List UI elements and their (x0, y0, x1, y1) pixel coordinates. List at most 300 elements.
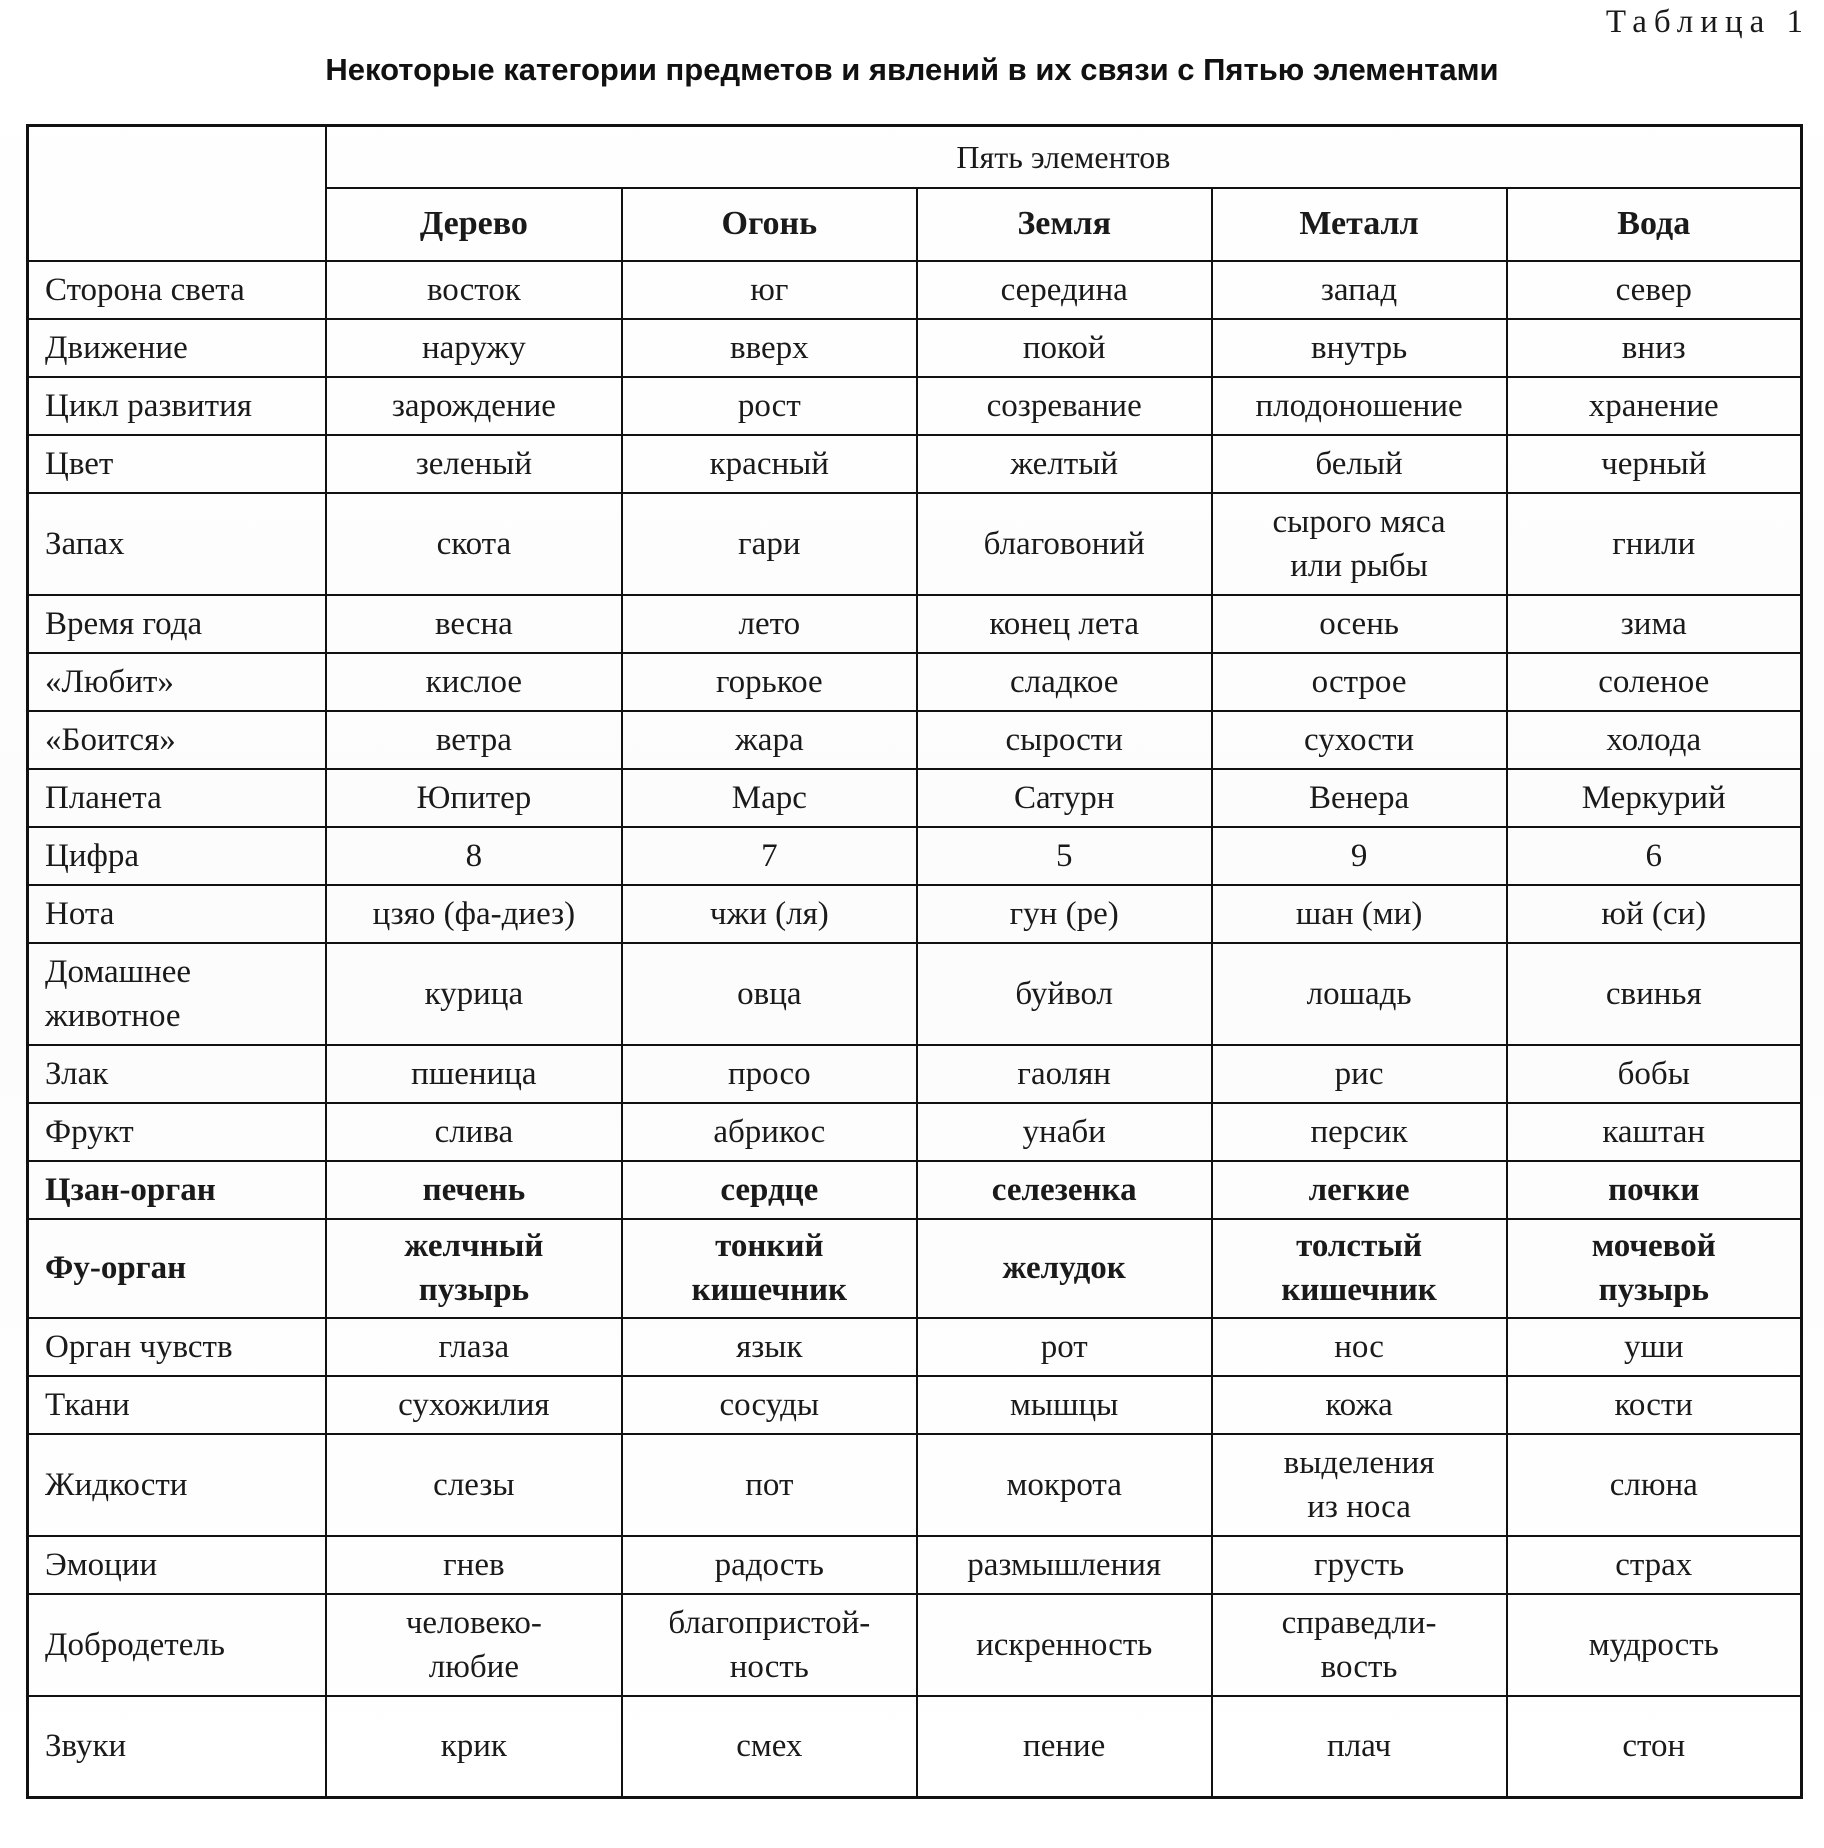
row-label-line: Эмоции (45, 1546, 158, 1583)
table-row (28, 493, 1802, 595)
header-element-wood: Дерево (326, 188, 622, 261)
table-cell (622, 595, 917, 653)
cell-text-line: 5 (1055, 837, 1073, 874)
cell-text-line: Венера (1309, 779, 1410, 816)
table-cell (917, 435, 1212, 493)
table-cell (326, 261, 622, 319)
cell-text-line: запад (1320, 271, 1398, 308)
table-cell (326, 769, 622, 827)
table-cell (917, 319, 1212, 377)
cell-text-line: тонкий (715, 1228, 824, 1264)
cell-text-line: внутрь (1311, 329, 1408, 366)
table-cell (1507, 1103, 1802, 1161)
cell-text-line: вость (1320, 1648, 1398, 1685)
table-cell (917, 943, 1212, 1045)
table-row (28, 1696, 1802, 1798)
cell-text-line: 6 (1645, 837, 1662, 874)
table-cell (622, 1161, 917, 1219)
table-cell (917, 769, 1212, 827)
table-cell (1212, 827, 1507, 885)
cell-text-line: лето (738, 605, 801, 642)
cell-text-line: кислое (425, 663, 523, 700)
cell-text-line: зима (1620, 605, 1687, 642)
table-cell (1212, 1696, 1507, 1798)
table-row (28, 261, 1802, 319)
table-cell (326, 493, 622, 595)
row-label-line: Цикл развития (45, 387, 252, 424)
cell-text-line: желудок (1002, 1250, 1126, 1286)
table-cell (622, 1045, 917, 1103)
cell-text-line: или рыбы (1290, 547, 1428, 584)
cell-text-line: страх (1615, 1546, 1693, 1583)
table-row (28, 435, 1802, 493)
row-label (28, 595, 326, 653)
cell-text-line: острое (1311, 663, 1407, 700)
table-body (28, 261, 1802, 1798)
cell-text-line: сырости (1005, 721, 1123, 758)
table-cell (1212, 711, 1507, 769)
header-element-earth: Земля (917, 188, 1212, 261)
table-cell (1212, 1103, 1507, 1161)
row-label-line: Злак (45, 1055, 109, 1092)
header-element-water: Вода (1507, 188, 1802, 261)
row-label-line: «Любит» (45, 663, 174, 700)
table-cell (1507, 595, 1802, 653)
row-label-line: Жидкости (45, 1466, 188, 1503)
row-label-line: Цзан-орган (45, 1171, 216, 1208)
table-cell (326, 1434, 622, 1536)
cell-text-line: слезы (433, 1466, 515, 1503)
table-row (28, 943, 1802, 1045)
table-cell (917, 1103, 1212, 1161)
cell-text-line: плодоношение (1255, 387, 1463, 424)
table-cell (1212, 377, 1507, 435)
cell-text-line: стон (1622, 1728, 1686, 1765)
cell-text-line: созревание (986, 387, 1142, 424)
table-cell (1212, 1434, 1507, 1536)
table-cell (1212, 885, 1507, 943)
header-element-metal: Металл (1212, 188, 1507, 261)
row-label-line: Сторона света (45, 271, 245, 308)
cell-text-line: зеленый (415, 445, 532, 482)
table-cell (917, 1376, 1212, 1434)
table-row (28, 1376, 1802, 1434)
table-cell (326, 1376, 622, 1434)
table-cell (326, 435, 622, 493)
cell-text-line: почки (1608, 1171, 1700, 1208)
cell-text-line: пшеница (411, 1055, 537, 1092)
table-cell (326, 1594, 622, 1696)
table-cell (1507, 943, 1802, 1045)
row-label (28, 653, 326, 711)
cell-text-line: персик (1310, 1113, 1408, 1150)
header-group-row (28, 126, 1802, 188)
cell-text-line: покой (1022, 329, 1106, 366)
cell-text-line: кожа (1325, 1386, 1393, 1423)
cell-text-line: кишечник (1281, 1272, 1437, 1308)
cell-text-line: соленое (1598, 663, 1710, 700)
cell-text-line: гун (ре) (1009, 895, 1119, 932)
cell-text-line: сердце (720, 1171, 819, 1208)
table-cell (326, 1045, 622, 1103)
table-cell (917, 1219, 1212, 1318)
table-cell (917, 1161, 1212, 1219)
cell-text-line: мочевой (1591, 1228, 1716, 1264)
cell-text-line: желтый (1010, 445, 1119, 482)
table-cell (1507, 827, 1802, 885)
table-cell (1507, 1318, 1802, 1376)
table-cell (1507, 1219, 1802, 1318)
row-label-line: «Боится» (45, 721, 176, 758)
table-cell (622, 1376, 917, 1434)
row-label-line: Движение (45, 329, 188, 366)
table-row (28, 711, 1802, 769)
cell-text-line: просо (727, 1055, 811, 1092)
row-label-line: Нота (45, 895, 115, 932)
row-label (28, 1376, 326, 1434)
table-cell (622, 827, 917, 885)
cell-text-line: зарождение (391, 387, 556, 424)
cell-text-line: толстый (1296, 1228, 1423, 1264)
table-cell (1507, 711, 1802, 769)
table-cell (622, 1434, 917, 1536)
cell-text-line: буйвол (1015, 975, 1113, 1012)
table-cell (622, 1536, 917, 1594)
cell-text-line: мышцы (1010, 1386, 1119, 1423)
table-cell (326, 1161, 622, 1219)
cell-text-line: благопристой- (668, 1604, 871, 1641)
row-label-line: Домашнее (45, 953, 192, 990)
table-cell (622, 435, 917, 493)
table-row (28, 653, 1802, 711)
table-cell (622, 711, 917, 769)
cell-text-line: мудрость (1588, 1626, 1719, 1663)
table-cell (326, 1103, 622, 1161)
table-header (28, 126, 1802, 261)
cell-text-line: Меркурий (1581, 779, 1726, 816)
cell-text-line: уши (1623, 1328, 1684, 1365)
row-label (28, 377, 326, 435)
cell-text-line: рот (1040, 1328, 1088, 1365)
cell-text-line: крик (440, 1728, 507, 1765)
row-label-line: Фу-орган (45, 1250, 187, 1286)
cell-text-line: сырого мяса (1272, 503, 1446, 540)
table-row (28, 769, 1802, 827)
table-cell (917, 595, 1212, 653)
cell-text-line: абрикос (713, 1113, 826, 1150)
row-label (28, 493, 326, 595)
row-label (28, 261, 326, 319)
table-cell (1507, 493, 1802, 595)
cell-text-line: искренность (976, 1626, 1153, 1663)
table-row (28, 1434, 1802, 1536)
table-cell (1212, 1161, 1507, 1219)
cell-text-line: курица (424, 975, 524, 1012)
table-row (28, 1219, 1802, 1318)
table-cell (622, 1696, 917, 1798)
cell-text-line: сладкое (1009, 663, 1119, 700)
table-cell (1212, 261, 1507, 319)
row-label (28, 943, 326, 1045)
row-label-line: Звуки (45, 1728, 127, 1765)
cell-text-line: из носа (1307, 1488, 1411, 1525)
table-row (28, 319, 1802, 377)
cell-text-line: конец лета (989, 605, 1140, 642)
row-label (28, 1696, 326, 1798)
cell-text-line: шан (ми) (1295, 895, 1423, 932)
table-cell (1507, 1594, 1802, 1696)
cell-text-line: восток (426, 271, 521, 308)
cell-text-line: горькое (715, 663, 823, 700)
cell-text-line: середина (1000, 271, 1128, 308)
table-cell (1212, 653, 1507, 711)
table-cell (1212, 595, 1507, 653)
cell-text-line: гнев (443, 1546, 505, 1583)
table-cell (1212, 1594, 1507, 1696)
table-cell (917, 1045, 1212, 1103)
row-label (28, 435, 326, 493)
cell-text-line: жара (735, 721, 804, 758)
cell-text-line: 7 (761, 837, 778, 874)
cell-text-line: скота (436, 525, 512, 562)
row-label (28, 1434, 326, 1536)
header-corner-cell (28, 126, 326, 261)
row-label (28, 1594, 326, 1696)
table-cell (1212, 1045, 1507, 1103)
table-cell (1507, 377, 1802, 435)
cell-text-line: весна (434, 605, 513, 642)
cell-text-line: рис (1334, 1055, 1384, 1092)
table-cell (326, 595, 622, 653)
cell-text-line: смех (736, 1728, 803, 1765)
cell-text-line: юй (си) (1601, 895, 1707, 932)
row-label-line: Фрукт (45, 1113, 134, 1150)
table-row (28, 377, 1802, 435)
table-row (28, 1103, 1802, 1161)
cell-text-line: кишечник (691, 1272, 847, 1308)
table-cell (1507, 319, 1802, 377)
row-label-line: Цвет (45, 445, 114, 482)
header-element-fire: Огонь (622, 188, 917, 261)
cell-text-line: юг (750, 271, 789, 308)
cell-text-line: 9 (1350, 837, 1368, 874)
cell-text-line: пот (745, 1466, 794, 1503)
table-title: Некоторые категории предметов и явлений в их связи с Пятью элементами (325, 52, 1499, 87)
row-label (28, 1536, 326, 1594)
table-cell (1507, 261, 1802, 319)
five-elements-table (26, 124, 1803, 1799)
row-label (28, 711, 326, 769)
table-cell (917, 1434, 1212, 1536)
cell-text-line: слива (434, 1113, 514, 1150)
cell-text-line: ветра (435, 721, 512, 758)
cell-text-line: селезенка (991, 1171, 1137, 1208)
cell-text-line: слюна (1609, 1466, 1698, 1503)
cell-text-line: гаолян (1017, 1055, 1111, 1092)
table-cell (326, 885, 622, 943)
table-cell (1212, 1376, 1507, 1434)
cell-text-line: сухожилия (398, 1386, 550, 1423)
cell-text-line: свинья (1605, 975, 1702, 1012)
table-cell (917, 827, 1212, 885)
table-cell (326, 827, 622, 885)
table-cell (917, 653, 1212, 711)
cell-text-line: справедли- (1281, 1604, 1437, 1641)
table-cell (1212, 435, 1507, 493)
cell-text-line: белый (1315, 445, 1403, 482)
table-row (28, 1045, 1802, 1103)
cell-text-line: каштан (1602, 1113, 1706, 1150)
table-cell (1212, 493, 1507, 595)
table-cell (622, 885, 917, 943)
table-cell (622, 1594, 917, 1696)
table-cell (326, 1219, 622, 1318)
row-label (28, 319, 326, 377)
cell-text-line: 8 (465, 837, 483, 874)
cell-text-line: печень (422, 1171, 526, 1208)
table-row (28, 595, 1802, 653)
row-label-line: Орган чувств (45, 1328, 233, 1365)
table-cell (1507, 1045, 1802, 1103)
table-cell (326, 1536, 622, 1594)
cell-text-line: черный (1601, 445, 1707, 482)
cell-text-line: грусть (1313, 1546, 1405, 1583)
table-cell (917, 377, 1212, 435)
row-label-line: Добродетель (45, 1626, 225, 1663)
cell-text-line: Сатурн (1013, 779, 1115, 816)
row-label-line: Запах (45, 525, 125, 562)
cell-text-line: хранение (1588, 387, 1719, 424)
cell-text-line: легкие (1308, 1171, 1410, 1208)
cell-text-line: Юпитер (416, 779, 532, 816)
cell-text-line: цзяо (фа-диез) (372, 895, 576, 932)
table-cell (326, 377, 622, 435)
cell-text-line: желчный (404, 1228, 544, 1264)
cell-text-line: холода (1606, 721, 1702, 758)
row-label-line: животное (45, 997, 181, 1034)
table-cell (1507, 769, 1802, 827)
table-cell (622, 943, 917, 1045)
table-cell (917, 1318, 1212, 1376)
table-cell (1507, 1376, 1802, 1434)
table-cell (326, 1318, 622, 1376)
cell-text-line: мокрота (1006, 1466, 1122, 1503)
row-label (28, 1219, 326, 1318)
table-cell (1507, 435, 1802, 493)
table-cell (622, 653, 917, 711)
table-cell (326, 711, 622, 769)
row-label (28, 1103, 326, 1161)
table-cell (326, 653, 622, 711)
cell-text-line: выделения (1283, 1444, 1435, 1481)
row-label (28, 827, 326, 885)
table-row (28, 1594, 1802, 1696)
table-row (28, 885, 1802, 943)
table-cell (622, 319, 917, 377)
table-cell (917, 493, 1212, 595)
table-cell (622, 377, 917, 435)
table-row (28, 1318, 1802, 1376)
cell-text-line: любие (428, 1648, 519, 1685)
table-cell (1507, 653, 1802, 711)
cell-text-line: благовоний (983, 525, 1145, 562)
cell-text-line: унаби (1022, 1113, 1106, 1150)
cell-text-line: нос (1334, 1328, 1384, 1365)
cell-text-line: овца (737, 975, 802, 1012)
cell-text-line: плач (1327, 1728, 1392, 1765)
cell-text-line: бобы (1617, 1055, 1690, 1092)
table-cell (917, 1536, 1212, 1594)
table-cell (326, 1696, 622, 1798)
row-label-line: Ткани (45, 1386, 130, 1423)
table-cell (1507, 885, 1802, 943)
table-cell (326, 943, 622, 1045)
row-label-line: Планета (45, 779, 162, 816)
cell-text-line: вниз (1621, 329, 1686, 366)
cell-text-line: пение (1023, 1728, 1106, 1765)
cell-text-line: пузырь (418, 1272, 530, 1308)
table-cell (1212, 769, 1507, 827)
table-cell (326, 319, 622, 377)
table-row (28, 1536, 1802, 1594)
table-row (28, 827, 1802, 885)
cell-text-line: рост (737, 387, 801, 424)
row-label (28, 1045, 326, 1103)
table-cell (622, 493, 917, 595)
table-cell (1507, 1536, 1802, 1594)
table-cell (917, 1594, 1212, 1696)
cell-text-line: язык (736, 1328, 803, 1365)
cell-text-line: наружу (421, 329, 526, 366)
table-cell (1212, 1318, 1507, 1376)
table-cell (622, 1318, 917, 1376)
cell-text-line: вверх (730, 329, 809, 366)
cell-text-line: глаза (438, 1328, 510, 1365)
table-cell (1507, 1434, 1802, 1536)
table-cell (917, 1696, 1212, 1798)
table-cell (917, 885, 1212, 943)
cell-text-line: кости (1614, 1386, 1693, 1423)
table-cell (1212, 319, 1507, 377)
header-group-label: Пять элементов (326, 126, 1802, 188)
cell-text-line: радость (714, 1546, 824, 1583)
row-label (28, 1318, 326, 1376)
cell-text-line: лошадь (1306, 975, 1412, 1012)
cell-text-line: пузырь (1598, 1272, 1709, 1308)
table-cell (917, 261, 1212, 319)
row-label (28, 769, 326, 827)
row-label-line: Время года (45, 605, 203, 642)
cell-text-line: красный (709, 445, 829, 482)
row-label (28, 885, 326, 943)
table-row (28, 1161, 1802, 1219)
cell-text-line: сухости (1304, 721, 1415, 758)
cell-text-line: человеко- (405, 1604, 542, 1641)
cell-text-line: осень (1319, 605, 1399, 642)
cell-text-line: гнили (1612, 525, 1696, 562)
table-cell (622, 1103, 917, 1161)
row-label-line: Цифра (45, 837, 140, 874)
cell-text-line: сосуды (719, 1386, 820, 1423)
row-label (28, 1161, 326, 1219)
cell-text-line: север (1615, 271, 1692, 308)
cell-text-line: ность (729, 1648, 809, 1685)
table-cell (622, 769, 917, 827)
table-cell (1212, 943, 1507, 1045)
table-cell (917, 711, 1212, 769)
table-cell (1212, 1219, 1507, 1318)
cell-text-line: чжи (ля) (709, 895, 829, 932)
